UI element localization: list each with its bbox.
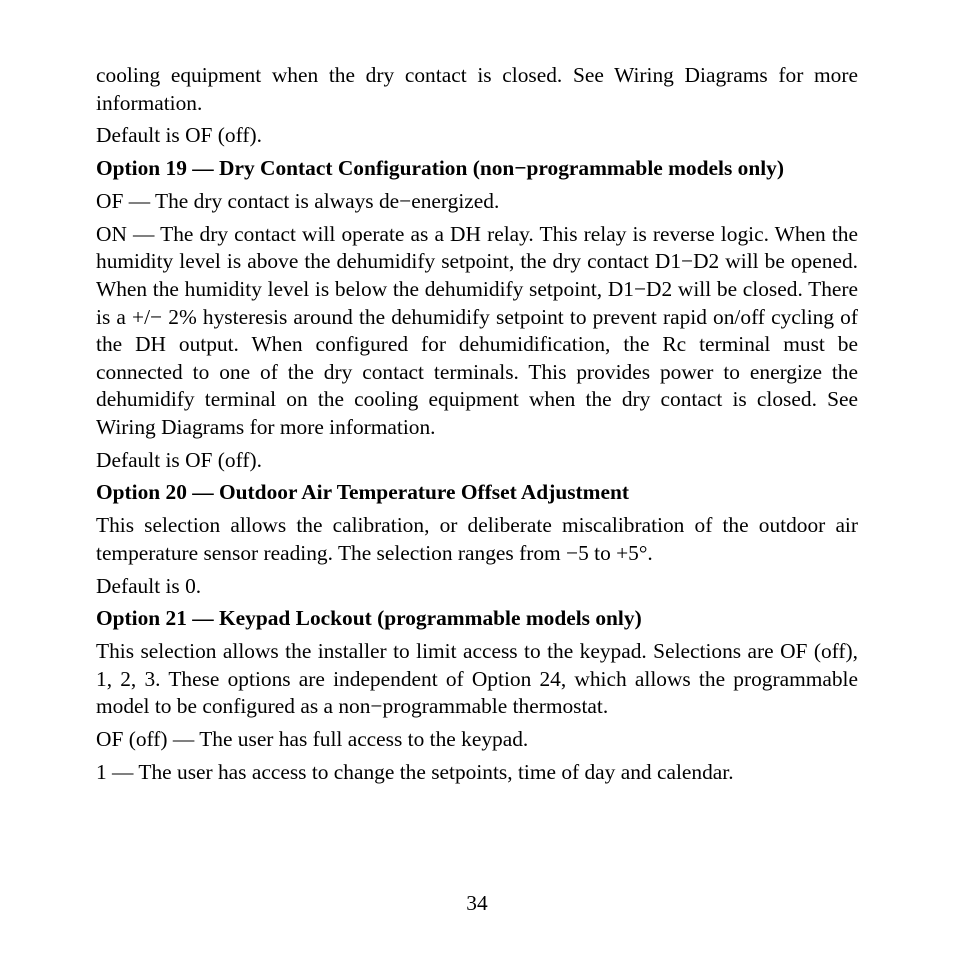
page-body bbox=[96, 62, 858, 792]
option-21-heading: Option 21 — Keypad Lockout (programmable models only) bbox=[96, 606, 642, 631]
option-19-of-description: OF — The dry contact is always de−energized. bbox=[96, 188, 500, 213]
option-20-heading: Option 20 — Outdoor Air Temperature Offset Adjustment bbox=[96, 480, 629, 505]
option-19-heading: Option 19 — Dry Contact Configuration (non−programmable models only) bbox=[96, 156, 784, 181]
option-20-description: This selection allows the calibration, or deliberate miscalibration of the outdoor air temperature sensor reading. The selection ranges from −5 to +5°. bbox=[96, 513, 858, 565]
page-number: 34 bbox=[466, 891, 488, 915]
option-19-on-description: ON — The dry contact will operate as a DH relay. This relay is reverse logic. When the humidity level is above the dehumidify setpoint, the dry contact D1−D2 will be opened. When the humidity level is below the dehumidify setpoint, D1−D2 will be closed. There is a +/− 2% hysteresis around the dehumidify setpoint to prevent rapid on/off cycling of the DH output. When configured for dehumidification, the Rc terminal must be connected to one of the dry contact terminals. This provides power to energize the dehumidify terminal on the cooling equipment when the dry contact is closed. See Wiring Diagrams for more information. bbox=[96, 221, 858, 439]
default-note: Default is OF (off). bbox=[96, 123, 262, 148]
default-note: Default is 0. bbox=[96, 573, 202, 598]
continuation-paragraph: cooling equipment when the dry contact is closed. See Wiring Diagrams for more information. bbox=[96, 63, 858, 115]
default-note: Default is OF (off). bbox=[96, 447, 262, 472]
option-21-of-description: OF (off) — The user has full access to the keypad. bbox=[96, 727, 529, 752]
option-21-level-1-description: 1 — The user has access to change the setpoints, time of day and calendar. bbox=[96, 759, 734, 784]
option-21-description: This selection allows the installer to limit access to the keypad. Selections are OF (off), 1, 2, 3. These options are independent of Option 24, which allows the programmable model to be configured as a non−programmable thermostat. bbox=[96, 639, 858, 719]
